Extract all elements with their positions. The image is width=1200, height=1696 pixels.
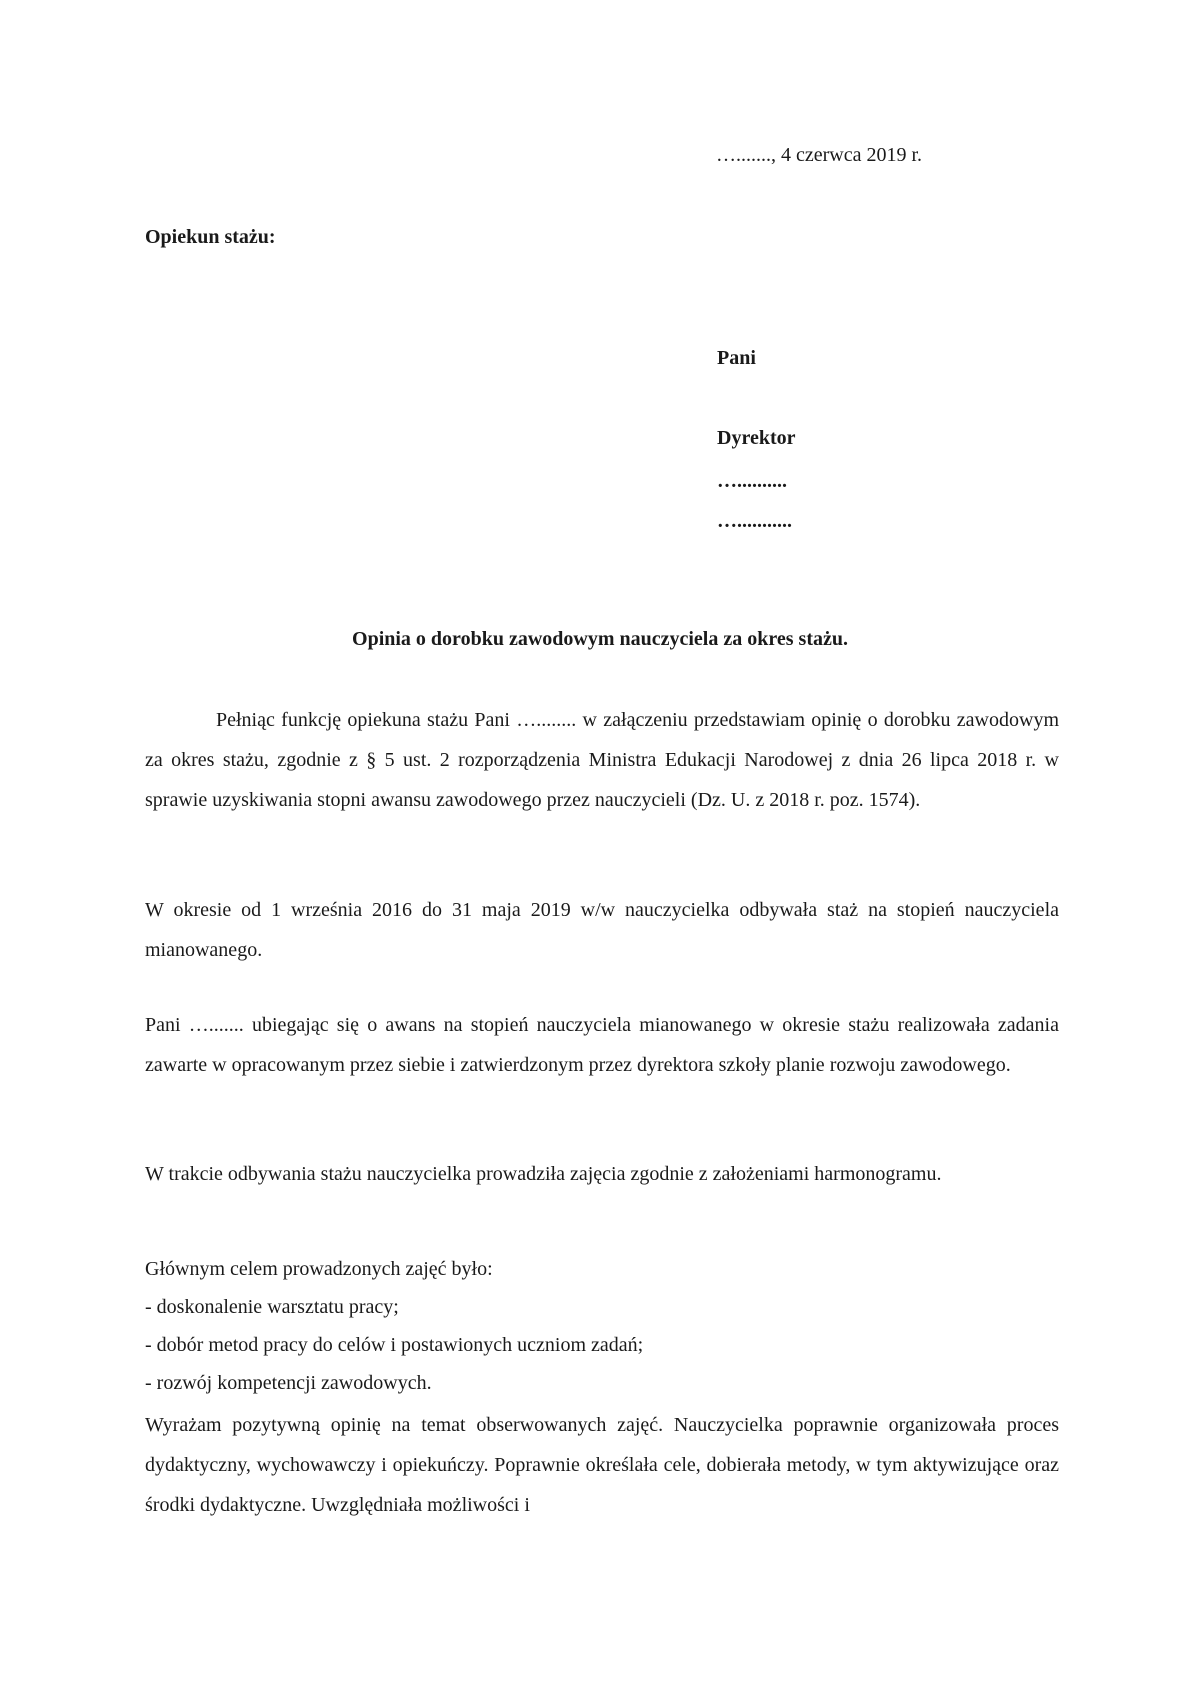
list-item: - rozwój kompetencji zawodowych.	[145, 1372, 432, 1394]
body-paragraph: W trakcie odbywania stażu nauczycielka prowadziła zajęcia zgodnie z założeniami harmonogramu.	[145, 1163, 942, 1185]
closing-paragraph: Wyrażam pozytywną opinię na temat obserwowanych zajęć. Nauczycielka poprawnie organizowała proces dydaktyczny, wychowawczy i opiekuńczy. Poprawnie określała cele, dobierała metody, w tym aktywizujące oraz środki dydaktyczne. Uwzględniała możliwości i	[145, 1414, 1059, 1516]
body-paragraph: Pani …....... ubiegając się o awans na stopień nauczyciela mianowanego w okresie stażu realizowała zadania zawarte w opracowanym przez siebie i zatwierdzonym przez dyrektora szkoły planie rozwoju zawodowego.	[145, 1014, 1059, 1076]
recipient-pani-label: Pani	[717, 347, 756, 369]
goals-list	[145, 1250, 1059, 1402]
list-item: - doskonalenie warsztatu pracy;	[145, 1296, 399, 1318]
document-title: Opinia o dorobku zawodowym nauczyciela za okres stażu.	[352, 628, 848, 650]
opiekun-stazu-label: Opiekun stażu:	[145, 226, 276, 248]
recipient-dyrektor-label: Dyrektor	[717, 427, 796, 449]
date-line: …......., 4 czerwca 2019 r.	[716, 144, 923, 166]
recipient-school-placeholder: …...........	[717, 510, 792, 532]
recipient-name-placeholder: …..........	[717, 470, 787, 492]
list-item: - dobór metod pracy do celów i postawionych uczniom zadań;	[145, 1334, 644, 1356]
body-paragraph: W okresie od 1 września 2016 do 31 maja 2019 w/w nauczycielka odbywała staż na stopień nauczyciela mianowanego.	[145, 899, 1059, 961]
goals-intro: Głównym celem prowadzonych zajęć było:	[145, 1258, 493, 1280]
body-paragraph: Pełniąc funkcję opiekuna stażu Pani …........ w załączeniu przedstawiam opinię o dorobku zawodowym za okres stażu, zgodnie z § 5 ust. 2 rozporządzenia Ministra Edukacji Narodowej z dnia 26 lipca 2018 r. w sprawie uzyskiwania stopni awansu zawodowego przez nauczycieli (Dz. U. z 2018 r. poz. 1574).	[145, 709, 1059, 811]
